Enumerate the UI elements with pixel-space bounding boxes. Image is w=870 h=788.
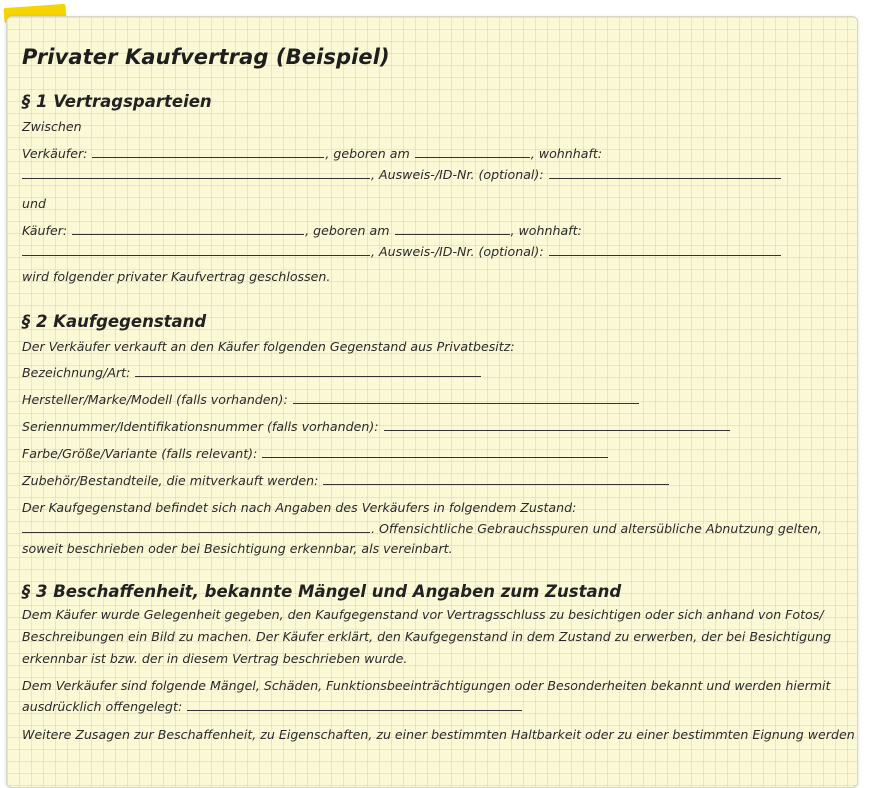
seriennummer-line xyxy=(22,416,822,438)
page-title: Privater Kaufvertrag (Beispiel) xyxy=(22,45,390,69)
zustand-line-3: soweit beschrieben oder bei Besichtigung erkennbar, als vereinbart. xyxy=(22,541,453,556)
kaeufer-line-2 xyxy=(22,242,822,261)
verkaeufer-label: Verkäufer: xyxy=(22,146,88,161)
section-3-heading: § 3 Beschaffenheit, bekannte Mängel und Angaben zum Zustand xyxy=(22,582,622,601)
und-text: und xyxy=(22,196,46,211)
zustand-line-2 xyxy=(22,519,822,538)
kaeufer-wohnhaft-label: , wohnhaft: xyxy=(510,223,582,238)
maengel-field[interactable] xyxy=(187,698,522,711)
seriennummer-field[interactable] xyxy=(384,418,730,431)
kaeufer-geboren-label: , geboren am xyxy=(305,223,390,238)
verkaeufer-ausweis-label: , Ausweis-/ID-Nr. (optional): xyxy=(371,167,544,182)
verkaeufer-line-2 xyxy=(22,165,822,184)
kaeufer-line xyxy=(22,220,822,242)
farbe-label: Farbe/Größe/Variante (falls relevant): xyxy=(22,446,258,461)
kaeufer-name-field[interactable] xyxy=(72,222,304,235)
kaeufer-address-field[interactable] xyxy=(22,243,370,256)
farbe-line xyxy=(22,443,822,465)
verkaeufer-line xyxy=(22,143,822,165)
kaeufer-birthdate-field[interactable] xyxy=(395,222,510,235)
s3-p2-line-1: Dem Verkäufer sind folgende Mängel, Schäden, Funktionsbeeinträchtigungen oder Besonderheiten bekannt und werden hiermit xyxy=(22,678,831,693)
s3-p2-line-2 xyxy=(22,697,822,716)
s3-p3-line-1: Weitere Zusagen zur Beschaffenheit, zu Eigenschaften, zu einer bestimmten Haltbarkeit oder zu einer bestimmten Eignung werden xyxy=(22,727,855,742)
verkaeufer-wohnhaft-label: , wohnhaft: xyxy=(530,146,603,161)
seriennummer-label: Seriennummer/Identifikationsnummer (falls vorhanden): xyxy=(22,419,379,434)
bezeichnung-field[interactable] xyxy=(135,364,481,377)
bezeichnung-label: Bezeichnung/Art: xyxy=(22,365,131,380)
zubehoer-field[interactable] xyxy=(323,472,669,485)
verkaeufer-geboren-label: , geboren am xyxy=(325,146,410,161)
section-2-heading: § 2 Kaufgegenstand xyxy=(22,312,207,331)
s3-p1-line-2: Beschreibungen ein Bild zu machen. Der Käufer erklärt, den Kaufgegenstand in dem Zustand zu erwerben, der bei Besichtigung xyxy=(22,629,832,644)
hersteller-field[interactable] xyxy=(293,391,639,404)
verkaeufer-address-field[interactable] xyxy=(22,166,370,179)
zustand-intro: Der Kaufgegenstand befindet sich nach Angaben des Verkäufers in folgendem Zustand: xyxy=(22,500,577,515)
closing-text: wird folgender privater Kaufvertrag geschlossen. xyxy=(22,269,331,284)
kaeufer-ausweis-label: , Ausweis-/ID-Nr. (optional): xyxy=(371,244,544,259)
maengel-label: ausdrücklich offengelegt: xyxy=(22,699,183,714)
hersteller-label: Hersteller/Marke/Modell (falls vorhanden): xyxy=(22,392,288,407)
verkaeufer-name-field[interactable] xyxy=(92,145,324,158)
zustand-field[interactable] xyxy=(22,520,370,533)
zwischen-text: Zwischen xyxy=(22,119,82,134)
kaeufer-label: Käufer: xyxy=(22,223,68,238)
zustand-rest: . Offensichtliche Gebrauchsspuren und altersübliche Abnutzung gelten, xyxy=(371,521,822,536)
s2-intro: Der Verkäufer verkauft an den Käufer folgenden Gegenstand aus Privatbesitz: xyxy=(22,339,515,354)
section-1-heading: § 1 Vertragsparteien xyxy=(22,92,212,111)
zubehoer-line xyxy=(22,470,822,492)
s3-p1-line-3: erkennbar ist bzw. der in diesem Vertrag beschrieben wurde. xyxy=(22,651,408,666)
verkaeufer-id-field[interactable] xyxy=(549,166,781,179)
verkaeufer-birthdate-field[interactable] xyxy=(415,145,530,158)
zubehoer-label: Zubehör/Bestandteile, die mitverkauft werden: xyxy=(22,473,319,488)
contract-content xyxy=(22,45,855,746)
hersteller-line xyxy=(22,389,822,411)
bezeichnung-line xyxy=(22,362,822,384)
farbe-field[interactable] xyxy=(262,445,608,458)
s3-p1-line-1: Dem Käufer wurde Gelegenheit gegeben, den Kaufgegenstand vor Vertragsschluss zu besichtigen oder sich anhand von Fotos/ xyxy=(22,607,824,622)
contract-sheet xyxy=(6,16,858,788)
kaeufer-id-field[interactable] xyxy=(549,243,781,256)
